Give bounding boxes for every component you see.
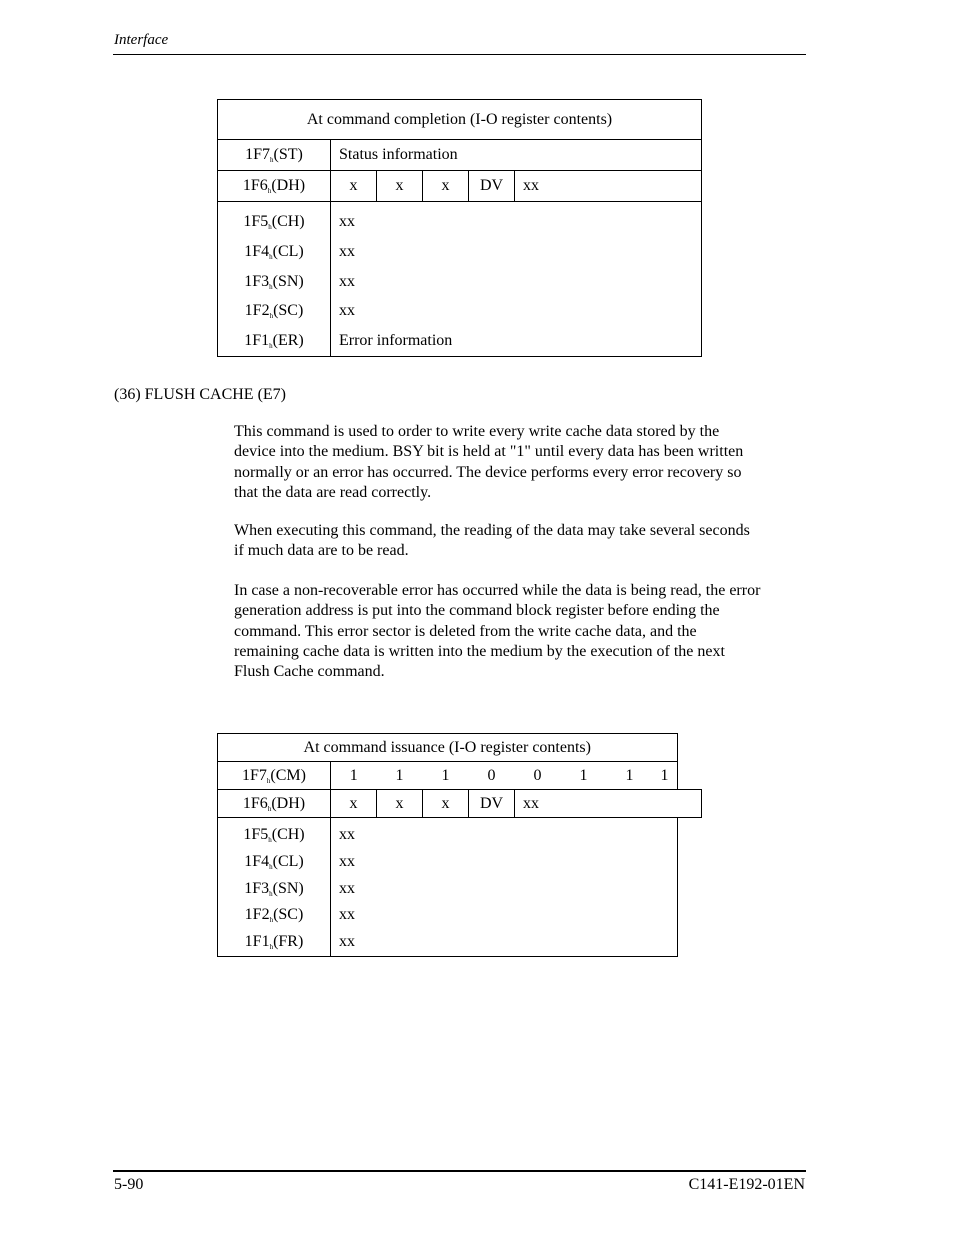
register-name-cell: $1F6_h(DH)$ [218,790,331,818]
bit-cell: 1 [377,762,423,790]
bit-cell: 1 [423,762,469,790]
page-number: 5-90 [114,1176,144,1193]
bit-cell: x [423,171,469,202]
register-value: xx [515,790,702,818]
bit-cell: 1 [331,762,377,790]
bit-cell: 1 [607,762,653,790]
bit-cell: 1 [561,762,607,790]
bit-cell: 1 [653,762,678,790]
table-row [218,762,702,790]
bit-cell: 0 [469,762,515,790]
table-row [218,790,702,818]
bit-cell: 0 [515,762,561,790]
table-row [218,171,702,202]
paragraph: When executing this command, the reading of the data may take several seconds if much data are to be read. [234,522,750,560]
footer-rule [113,1170,806,1172]
table-row-group [218,202,702,357]
bit-cell: DV [469,171,515,202]
issuance-register-table [217,733,702,957]
table-row-group [218,818,702,957]
register-value-list: xx xx xx xx xx [331,818,678,957]
bit-cell: x [423,790,469,818]
register-name-cell: $1F7_h(ST)$ [218,140,331,171]
completion-register-table [217,99,702,357]
table-row [218,140,702,171]
section-title: (36) FLUSH CACHE (E7) [114,386,286,403]
paragraph: This command is used to order to write every write cache data stored by the device into the medium. BSY bit is held at "1" until every data has been written normally or an error has occurred. The device performs every error recovery so that the data are read correctly. [234,423,744,501]
paragraph: In case a non-recoverable error has occurred while the data is being read, the error generation address is put into the command block register before ending the command. This error sector is deleted from the write cache data, and the remaining cache data is written into the medium by the execution of the next Flush Cache command. [234,582,761,681]
register-value: xx [515,171,702,202]
running-header: Interface [114,32,169,48]
bit-cell: x [377,171,423,202]
bit-cell: x [331,790,377,818]
bit-cell: x [377,790,423,818]
register-name-list: $1F5_h(CH)$ $1F4_h(CL)$ $1F3_h(SN)$ $1F2_h(SC)$ $1F1_h(ER)$ [218,202,331,357]
table-caption: At command issuance (I-O register contents) [218,734,678,762]
register-value-list: xx xx xx xx Error information [331,202,702,357]
bit-cell: DV [469,790,515,818]
bit-cell: x [331,171,377,202]
register-name-cell: $1F7_h(CM)$ [218,762,331,790]
header-rule [113,54,806,55]
register-name-list: $1F5_h(CH)$ $1F4_h(CL)$ $1F3_h(SN)$ $1F2_h(SC)$ $1F1_h(FR)$ [218,818,331,957]
document-id: C141-E192-01EN [688,1176,805,1193]
register-name-cell: $1F6_h(DH)$ [218,171,331,202]
register-value: Status information [331,140,702,171]
table-caption: At command completion (I-O register contents) [218,100,702,140]
